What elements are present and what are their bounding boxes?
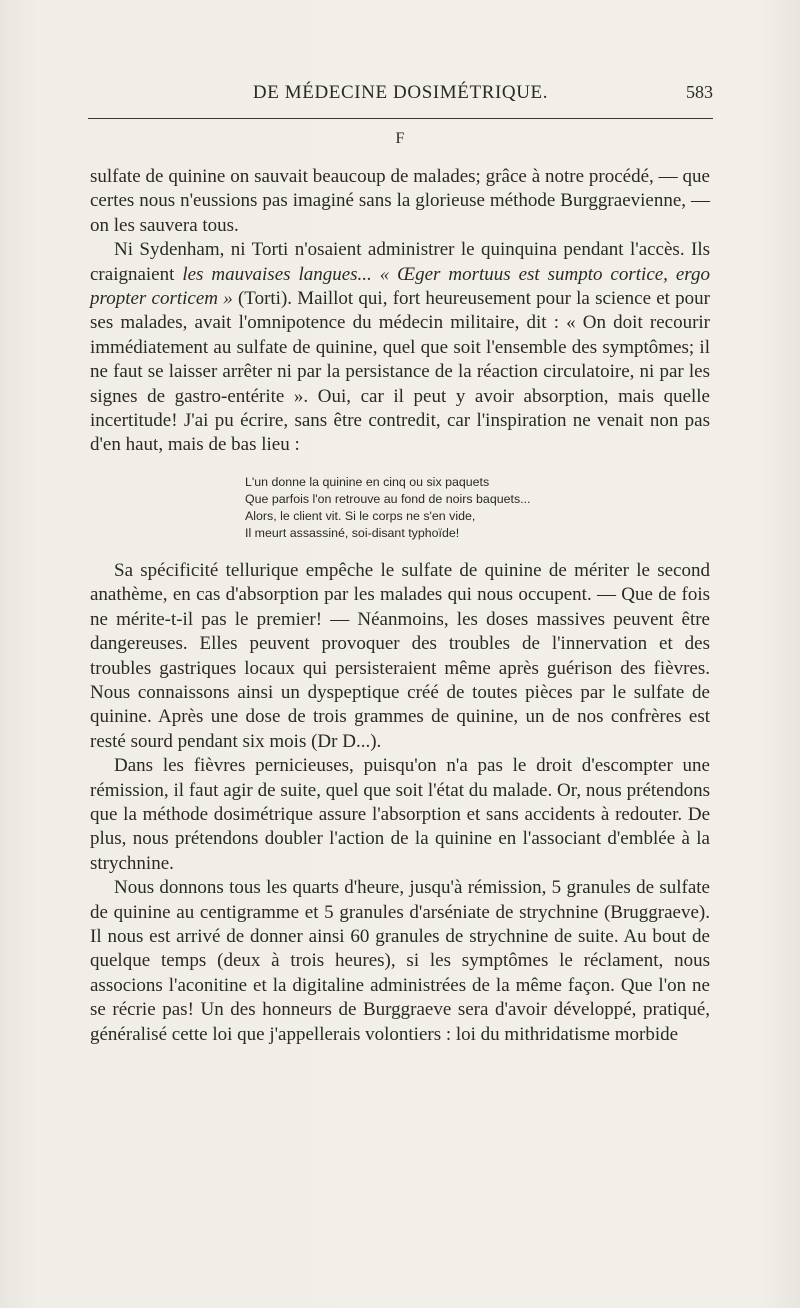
running-title: DE MÉDECINE DOSIMÉTRIQUE. [252,82,549,103]
paragraph-4: Dans les fièvres pernicieuses, puisqu'on n'a pas le droit d'escompter une rémission, il faut agir de suite, quel que soit l'état du malade. Or, nous prétendons que la méthode dosimétrique assure l'absorption et sans accidents à redouter. De plus, nous prétendons doubler l'action de la quinine en l'associant d'emblée à la strychnine. [90,755,710,874]
paragraph-2-end: (Torti). Maillot qui, fort heureusement pour la science et pour ses malades, avait l'omnipotence du médecin militaire, dit : « On doit recourir immédiatement au sulfate de quinine, quel que soit l'ensemble des symptômes; il ne faut se laisser arrêter ni par la persistance de la réaction circulatoire, ni par les signes de gastro-entérite ». Oui, car il peut y avoir absorption, mais quelle incertitude! J'ai pu écrire, sans être contredit, car l'inspiration ne venait non pas d'en haut, mais de bas lieu : [90,288,710,456]
verse-line: Que parfois l'on retrouve au fond de noirs baquets... [245,491,531,506]
paragraph-3: Sa spécificité tellurique empêche le sulfate de quinine de mériter le second anathème, en cas d'absorption par les malades qui nous occupent. — Que de fois ne mérite-t-il pas le premier! — Néanmoins, les doses massives peuvent être dangereuses. Elles peuvent provoquer des troubles de l'innervation et des troubles gastriques locaux qui persisteraient même après guérison des fièvres. Nous connaissons ainsi un dyspeptique créé de toutes pièces par le sulfate de quinine. Après une dose de trois grammes de quinine, un de nos confrères est resté sourd pendant six mois (Dr D...). [90,559,710,752]
paragraph-1: sulfate de quinine on sauvait beaucoup de malades; grâce à notre procédé, — que certes nous n'eussions pas imaginé sans la glorieuse méthode Burggraevienne, — on les sauvera tous. [90,166,710,236]
verse-line: Il meurt assassiné, soi-disant typhoïde! [245,525,460,540]
page-number: 583 [686,82,713,102]
verse-block [245,474,710,542]
paragraph-2 [90,238,710,458]
verse-line: Alors, le client vit. Si le corps ne s'en vide, [245,508,476,523]
paragraph-2-italic: les mauvaises langues... « Œger mortuus est sumpto cortice, ergo propter corticem » [90,263,710,310]
body-text [90,165,710,1047]
paragraph-5: Nous donnons tous les quarts d'heure, jusqu'à rémission, 5 granules de sulfate de quinine au centigramme et 5 granules d'arséniate de strychnine (Bruggraeve). Il nous est arrivé de donner ainsi 60 granules de strychnine de suite. Au bout de quelque temps (deux à trois heures), si les symptômes le réclament, nous associons l'aconitine et la digitaline administrées de la même façon. Que l'on ne se récrie pas! Un des honneurs de Burggraeve sera d'avoir développé, pratiqué, généralisé cette loi que j'appellerais volontiers : loi du mithridatisme morbide [90,877,710,1045]
header-rule [88,118,713,119]
signature-mark: F [395,130,405,147]
paragraph-2-start: Ni Sydenham, ni Torti n'osaient administrer le quinquina pendant l'accès. Ils craignaient [90,239,710,285]
page-header [88,82,713,112]
verse-line: L'un donne la quinine en cinq ou six paquets [245,474,490,489]
